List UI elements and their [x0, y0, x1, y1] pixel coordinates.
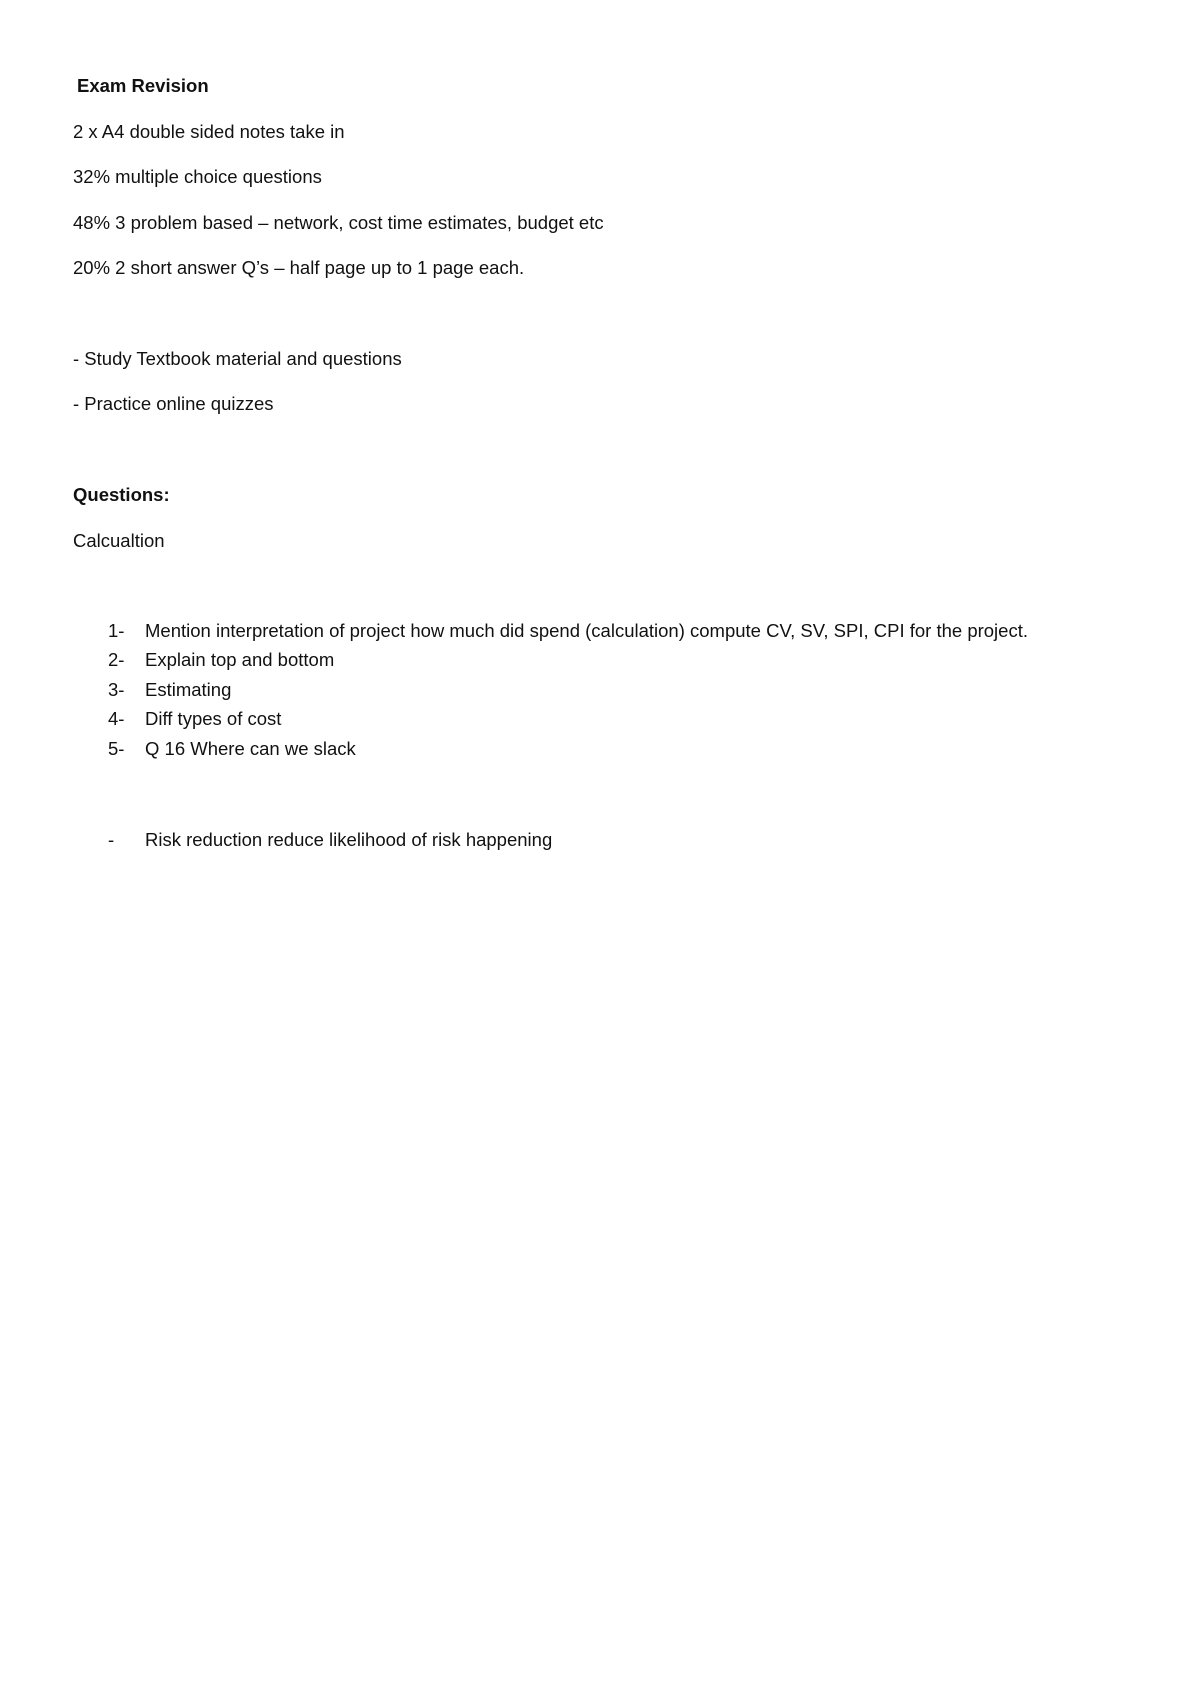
list-item	[108, 707, 1028, 736]
list-marker: 2-	[108, 649, 125, 671]
list-item	[108, 648, 1028, 677]
list-marker: 4-	[108, 708, 125, 730]
list-item	[108, 619, 1028, 648]
calculation-label: Calcualtion	[73, 530, 165, 551]
info-line-short-answer: 20% 2 short answer Q’s – half page up to 1 page each.	[73, 257, 525, 278]
list-item-text: Diff types of cost	[145, 708, 282, 730]
list-item-text: Q 16 Where can we slack	[145, 737, 356, 759]
info-line-multiple-choice: 32% multiple choice questions	[73, 166, 322, 187]
list-item-text: Mention interpretation of project how much did spend (calculation) compute CV, SV, SPI, CPI for the project.	[145, 620, 1028, 641]
list-marker: 1-	[108, 620, 125, 641]
list-marker: 5-	[108, 737, 125, 759]
questions-heading: Questions:	[73, 484, 170, 505]
study-item-textbook: - Study Textbook material and questions	[73, 348, 402, 369]
list-item-text: Estimating	[145, 678, 232, 700]
study-item-quizzes: - Practice online quizzes	[73, 393, 274, 414]
list-item	[108, 737, 1028, 766]
document-title: Exam Revision	[77, 75, 209, 96]
list-item	[108, 678, 1028, 707]
info-line-notes: 2 x A4 double sided notes take in	[73, 121, 345, 142]
dash-list	[108, 828, 552, 852]
list-item-text: Explain top and bottom	[145, 649, 335, 671]
list-item-text: Risk reduction reduce likelihood of risk happening	[145, 829, 553, 850]
list-item	[108, 828, 552, 852]
list-marker: 3-	[108, 678, 125, 700]
info-line-problem-based: 48% 3 problem based – network, cost time estimates, budget etc	[73, 212, 604, 233]
list-marker: -	[108, 829, 115, 850]
numbered-question-list	[108, 619, 1028, 766]
